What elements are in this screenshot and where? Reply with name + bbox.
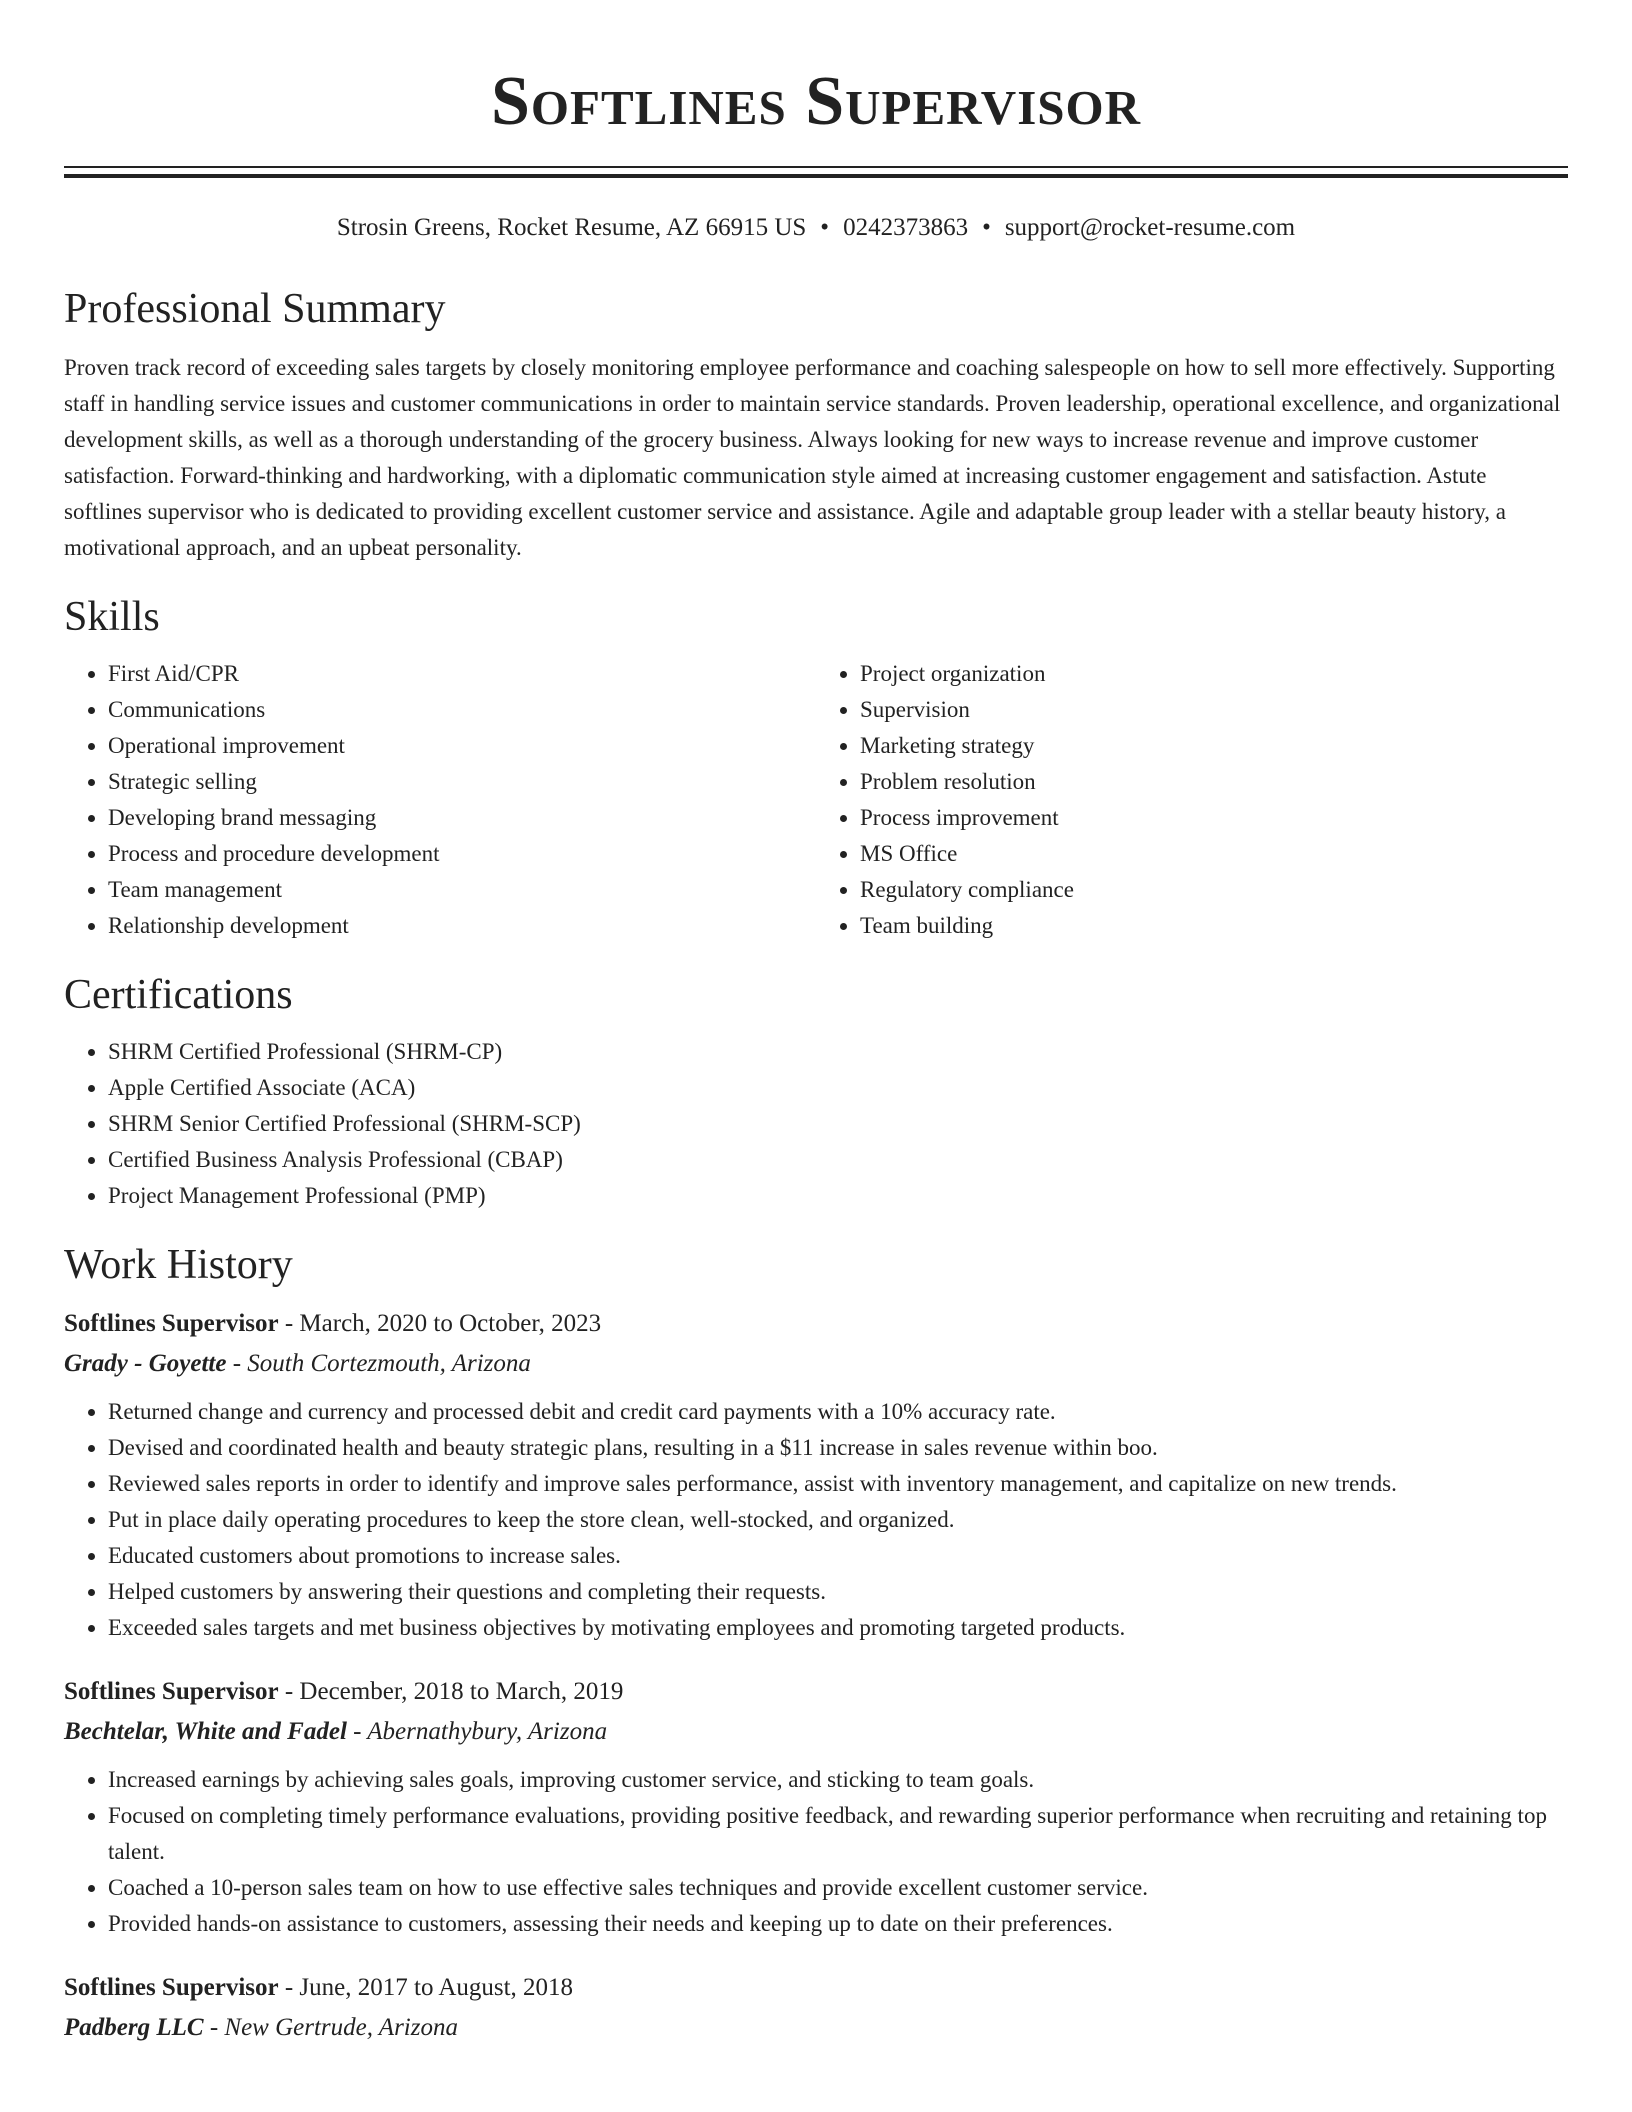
job-location: - South Cortezmouth, Arizona: [226, 1350, 531, 1377]
summary-heading: Professional Summary: [64, 286, 446, 332]
job-company-line: [64, 1344, 1568, 1384]
job-company-line: [64, 1712, 1568, 1752]
job-dates: - June, 2017 to August, 2018: [278, 1974, 574, 2001]
skills-columns: [64, 656, 1568, 944]
skill-item: • Operational improvement: [108, 728, 816, 764]
job-dates: - March, 2020 to October, 2023: [278, 1310, 602, 1337]
job-bullet: • Increased earnings by achieving sales goals, improving customer service, and sticking to team goals.: [108, 1762, 1568, 1798]
job-bullet: • Helped customers by answering their questions and completing their requests.: [108, 1574, 1568, 1610]
job-bullet: • Reviewed sales reports in order to identify and improve sales performance, assist with inventory management, and capitalize on new trends.: [108, 1466, 1568, 1502]
job-bullet: • Put in place daily operating procedures to keep the store clean, well-stocked, and organized.: [108, 1502, 1568, 1538]
skills-list-right: [816, 656, 1568, 944]
job-bullets: [64, 1394, 1568, 1646]
job-title-line: [64, 1968, 1568, 2008]
certification-item: • SHRM Senior Certified Professional (SHRM-SCP): [108, 1106, 1568, 1142]
certifications-list: [64, 1034, 1568, 1214]
work-history-heading: Work History: [64, 1242, 293, 1288]
skill-item: • Project organization: [860, 656, 1568, 692]
skill-item: • Supervision: [860, 692, 1568, 728]
job-title-line: [64, 1304, 1568, 1344]
skills-heading: Skills: [64, 594, 160, 640]
skill-item: • Developing brand messaging: [108, 800, 816, 836]
skill-item: • First Aid/CPR: [108, 656, 816, 692]
contact-separator: •: [820, 214, 830, 241]
job-entry: [64, 1968, 1568, 2048]
skill-item: • Communications: [108, 692, 816, 728]
resume-title: Softlines Supervisor: [490, 63, 1142, 140]
job-bullet: • Provided hands-on assistance to customers, assessing their needs and keeping up to date on their preferences.: [108, 1906, 1568, 1942]
title-rule-top: [64, 166, 1568, 168]
job-company: Grady - Goyette: [64, 1350, 227, 1377]
skill-item: • Team management: [108, 872, 816, 908]
skill-item: • Regulatory compliance: [860, 872, 1568, 908]
certifications-heading: Certifications: [64, 972, 293, 1018]
skills-list-left: [64, 656, 816, 944]
job-role: Softlines Supervisor: [64, 1310, 279, 1337]
skill-item: • Process and procedure development: [108, 836, 816, 872]
job-bullet: • Devised and coordinated health and beauty strategic plans, resulting in a $11 increase in sales revenue within boo.: [108, 1430, 1568, 1466]
skill-item: • Strategic selling: [108, 764, 816, 800]
job-bullet: • Exceeded sales targets and met business objectives by motivating employees and promoting targeted products.: [108, 1610, 1568, 1646]
job-role: Softlines Supervisor: [64, 1678, 279, 1705]
job-bullets: [64, 1762, 1568, 1942]
certification-item: • Project Management Professional (PMP): [108, 1178, 1568, 1214]
skill-item: • Problem resolution: [860, 764, 1568, 800]
job-bullet: • Coached a 10-person sales team on how to use effective sales techniques and provide excellent customer service.: [108, 1870, 1568, 1906]
job-bullet: • Returned change and currency and processed debit and credit card payments with a 10% accuracy rate.: [108, 1394, 1568, 1430]
skill-item: • Marketing strategy: [860, 728, 1568, 764]
skill-item: • MS Office: [860, 836, 1568, 872]
certification-item: • SHRM Certified Professional (SHRM-CP): [108, 1034, 1568, 1070]
contact-address: Strosin Greens, Rocket Resume, AZ 66915 US: [336, 214, 807, 241]
skill-item: • Process improvement: [860, 800, 1568, 836]
job-title-line: [64, 1672, 1568, 1712]
job-location: - New Gertrude, Arizona: [203, 2014, 458, 2041]
contact-line: [64, 212, 1568, 244]
skill-item: • Relationship development: [108, 908, 816, 944]
job-role: Softlines Supervisor: [64, 1974, 279, 2001]
job-dates: - December, 2018 to March, 2019: [278, 1678, 624, 1705]
title-rule-bottom: [64, 174, 1568, 178]
certification-item: • Apple Certified Associate (ACA): [108, 1070, 1568, 1106]
job-company: Bechtelar, White and Fadel: [64, 1718, 347, 1745]
job-company-line: [64, 2008, 1568, 2048]
job-bullet: • Educated customers about promotions to increase sales.: [108, 1538, 1568, 1574]
summary-text: Proven track record of exceeding sales targets by closely monitoring employee performance and coaching salespeople on how to sell more effectively. Supporting staff in handling service issues and customer communications in order to maintain service standards. Proven leadership, operational excellence, and organizational development skills, as well as a thorough understanding of the grocery business. Always looking for new ways to increase revenue and improve customer satisfaction. Forward-thinking and hardworking, with a diplomatic communication style aimed at increasing customer engagement and satisfaction. Astute softlines supervisor who is dedicated to providing excellent customer service and assistance. Agile and adaptable group leader with a stellar beauty history, a motivational approach, and an upbeat personality.: [64, 355, 1561, 560]
contact-separator: •: [982, 214, 991, 241]
contact-phone: 0242373863: [843, 214, 969, 241]
contact-email[interactable]: support@rocket-resume.com: [1004, 214, 1296, 241]
job-entry: [64, 1304, 1568, 1646]
job-location: - Abernathybury, Arizona: [346, 1718, 608, 1745]
certification-item: • Certified Business Analysis Professional (CBAP): [108, 1142, 1568, 1178]
job-entry: [64, 1672, 1568, 1942]
job-company: Padberg LLC: [64, 2014, 204, 2041]
skill-item: • Team building: [860, 908, 1568, 944]
job-bullet: • Focused on completing timely performance evaluations, providing positive feedback, and rewarding superior performance when recruiting and retaining top talent.: [108, 1798, 1568, 1870]
